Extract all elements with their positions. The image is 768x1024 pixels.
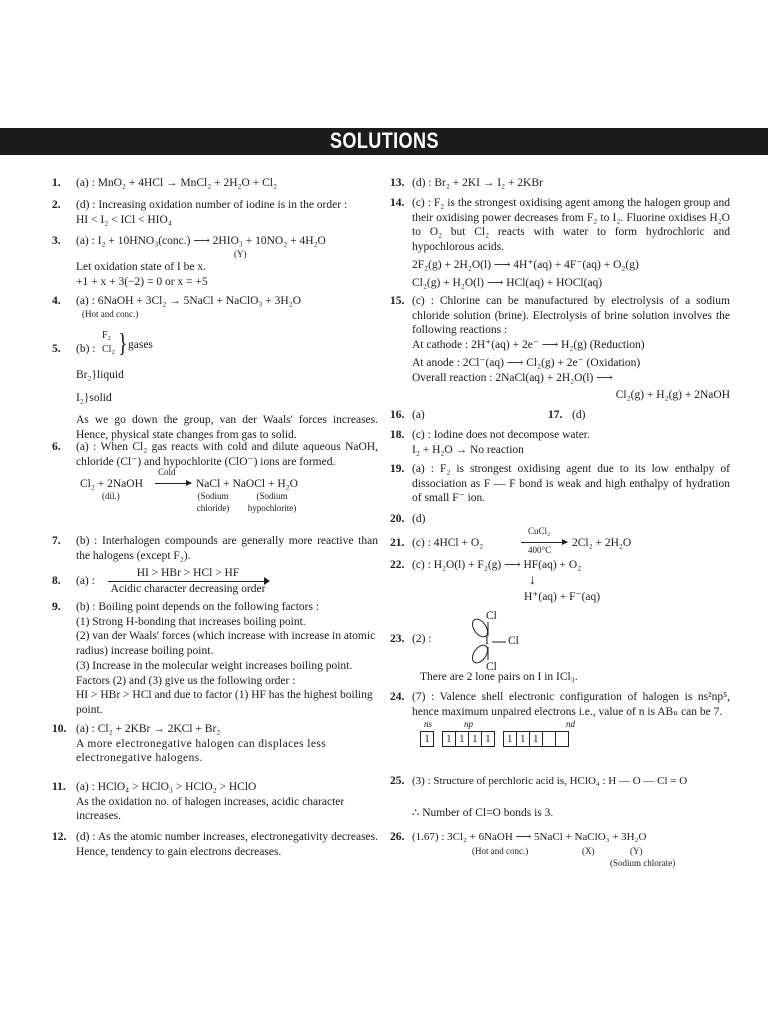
- solution-22: 22. (c) : H₂O(l) + F₂(g) ⟶ HF(aq) + O₂ ↓ H⁺(aq) + F⁻(aq): [390, 559, 601, 603]
- reaction-arrow: [155, 483, 191, 485]
- section-banner: [0, 128, 768, 155]
- orbital-boxes: 1 1 1 1 1 1 1 1: [420, 731, 574, 747]
- solution-21: 21. (c) : 4HCl + O₂ CuCl₂ 400°C 2Cl₂ + 2H₂O: [390, 526, 632, 555]
- page-title: SOLUTIONS: [329, 128, 439, 154]
- reaction-arrow: [521, 542, 567, 544]
- solution-26: 26. (1.67) : 3Cl₂ + 6NaOH ⟶ 5NaCl + NaClO₃ + 3H₂O (Hot and conc.) (X) (Y) (Sodium chlorate): [390, 831, 676, 868]
- solution-23: 23. (2) : Cl I Cl Cl There are 2 lone pairs on I in ICl₃.: [390, 610, 578, 683]
- down-arrow-icon: ↓: [529, 573, 536, 588]
